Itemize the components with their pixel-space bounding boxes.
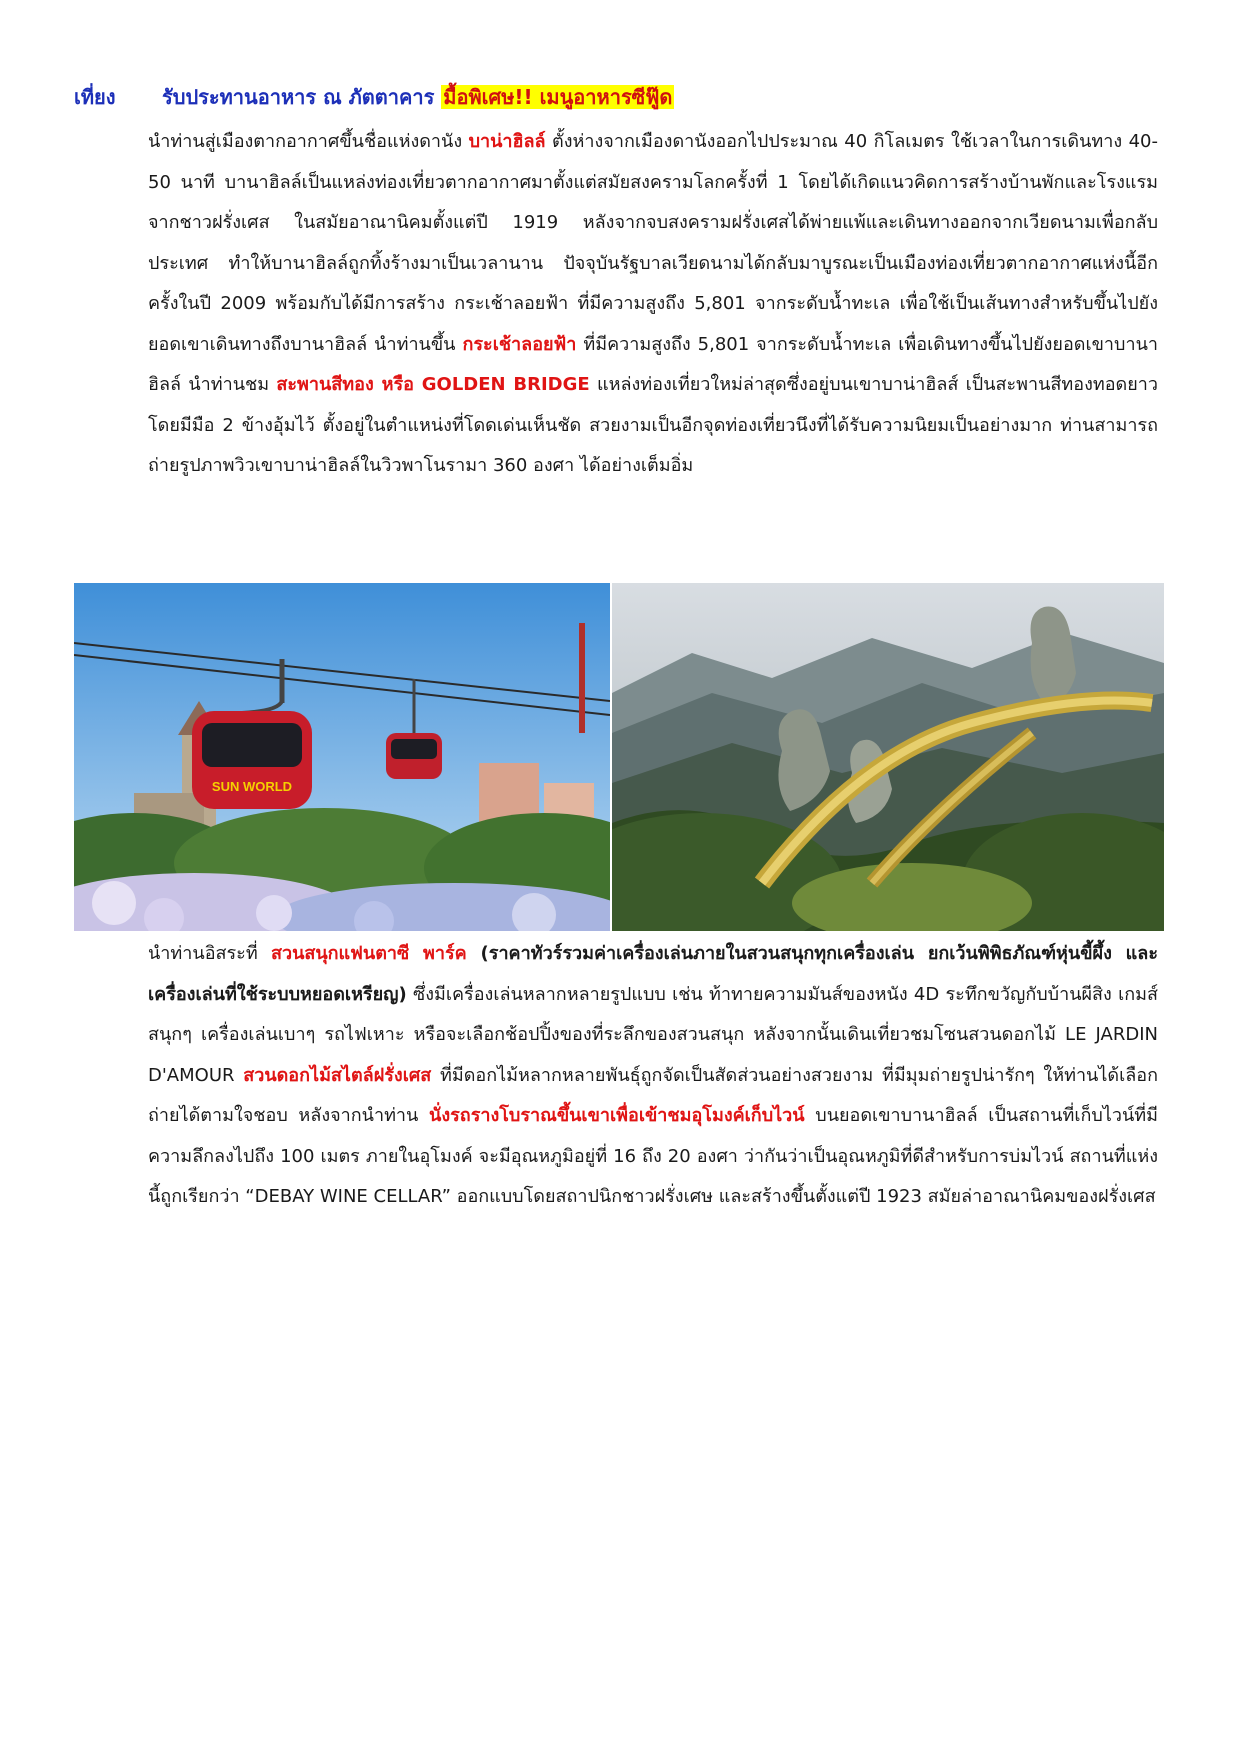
- text-run: นำท่านอิสระที่: [148, 943, 271, 964]
- place-fantasy-park: สวนสนุกแฟนตาซี พาร์ค: [270, 943, 467, 964]
- meal-time-label: เที่ยง: [74, 85, 116, 109]
- text-run: นำท่านสู่เมืองตากอากาศขึ้นชื่อแห่งดานัง: [148, 131, 469, 152]
- place-wine-cellar-tram: นั่งรถรางโบราณขึ้นเขาเพื่อเข้าชมอุโมงค์เก็บไวน์: [429, 1105, 805, 1126]
- place-banahills: บาน่าฮิลล์: [468, 131, 546, 152]
- text-run: ตั้งห่างจากเมืองดานังออกไปประมาณ 40 กิโลเมตร ใช้เวลาในการเดินทาง 40-50 นาที บานาฮิลล์เป็นแหล่งท่องเที่ยวตากอากาศมาตั้งแต่สมัยสงครามโลกครั้งที่ 1 โดยได้เกิดแนวคิดการสร้างบ้านพักและโรงแรมจากชาวฝรั่งเศส ในสมัยอาณานิคมตั้งแต่ปี 1919 หลังจากจบสงครามฝรั่งเศสได้พ่ายแพ้และเดินทางออกจากเวียดนามเพื่อกลับประเทศ ทำให้บานาฮิลล์ถูกทิ้งร้างมาเป็นเวลานาน ปัจจุบันรัฐบาลเวียดนามได้กลับมาบูรณะเป็นเมืองท่องเที่ยวตากอากาศแห่งนี้อีกครั้งในปี 2009 พร้อมกับได้มีการสร้าง กระเช้าลอยฟ้า ที่มีความสูงถึง 5,801 จากระดับน้ำทะเล เพื่อใช้เป็นเส้นทางสำหรับขึ้นไปยังยอดเขาเดินทางถึงบานาฮิลล์ นำท่านขึ้น: [148, 131, 1158, 355]
- meal-title: รับประทานอาหาร ณ ภัตตาคาร: [162, 85, 435, 109]
- fantasy-park-paragraph: [148, 934, 1158, 1218]
- cable-car-photo: [74, 583, 610, 931]
- text-run: ซึ่งมีเครื่องเล่นหลากหลายรูปแบบ เช่น ท้าทายความมันส์ของหนัง 4D ระทึกขวัญกับบ้านผีสิง เกมส์สนุกๆ เครื่องเล่นเบาๆ รถไฟเหาะ หรือจะเลือกช้อปปิ้งของที่ระลึกของสวนสนุก หลังจากนั้นเดินเที่ยวชมโซนสวนดอกไม้ LE JARDIN D'AMOUR: [148, 983, 1158, 1086]
- golden-bridge-photo: [612, 583, 1164, 931]
- place-french-garden: สวนดอกไม้สไตล์ฝรั่งเศส: [243, 1064, 432, 1086]
- banahills-paragraph: [148, 122, 1158, 487]
- text-run: บนยอดเขาบานาฮิลล์ เป็นสถานที่เก็บไวน์ที่มีความลึกลงไปถึง 100 เมตร ภายในอุโมงค์ จะมีอุณหภูมิอยู่ที่ 16 ถึง 20 องศา ว่ากันว่าเป็นอุณหภูมิที่ดีสำหรับการบ่มไวน์ สถานที่แห่งนี้ถูกเรียกว่า “DEBAY WINE CELLAR” ออกแบบโดยสถาปนิกชาวฝรั่งเศษ และสร้างขึ้นตั้งแต่ปี 1923 สมัยล่าอาณานิคมของฝรั่งเศส: [148, 1105, 1158, 1207]
- meal-heading: [74, 82, 674, 112]
- photo-strip: [74, 583, 1164, 931]
- place-cable-car: กระเช้าลอยฟ้า: [462, 333, 577, 355]
- text-run: แหล่งท่องเที่ยวใหม่ล่าสุดซึ่งอยู่บนเขาบาน่าฮิลส์ เป็นสะพานสีทองทอดยาวโดยมีมือ 2 ข้างอุ้มไว้ ตั้งอยู่ในตำแหน่งที่โดดเด่นเห็นชัด สวยงามเป็นอีกจุดท่องเที่ยวนึงที่ได้รับความนิยมเป็นอย่างมาก ท่านสามารถถ่ายรูปภาพวิวเขาบาน่าฮิลล์ในวิวพาโนรามา 360 องศา ได้อย่างเต็มอิ่ม: [148, 374, 1159, 476]
- meal-highlight: มื้อพิเศษ!! เมนูอาหารซีฟู๊ด: [443, 85, 673, 109]
- place-golden-bridge: สะพานสีทอง หรือ GOLDEN BRIDGE: [276, 374, 590, 395]
- text-run: ที่มีดอกไม้หลากหลายพันธุ์ถูกจัดเป็นสัดส่วนอย่างสวยงาม ที่มีมุมถ่ายรูปน่ารักๆ ให้ท่านได้เลือกถ่ายได้ตามใจชอบ หลังจากนำท่าน: [148, 1064, 1158, 1126]
- text-run: ที่มีความสูงถึง 5,801 จากระดับน้ำทะเล เพื่อเดินทางขึ้นไปยังยอดเขาบานาฮิลล์ นำท่านชม: [148, 333, 1158, 395]
- cable-car-signage: SUN WORLD: [211, 779, 293, 794]
- price-note: (ราคาทัวร์รวมค่าเครื่องเล่นภายในสวนสนุกทุกเครื่องเล่น ยกเว้นพิพิธภัณฑ์หุ่นขี้ผึ้ง และเครื่องเล่นที่ใช้ระบบหยอดเหรียญ): [148, 943, 1158, 1005]
